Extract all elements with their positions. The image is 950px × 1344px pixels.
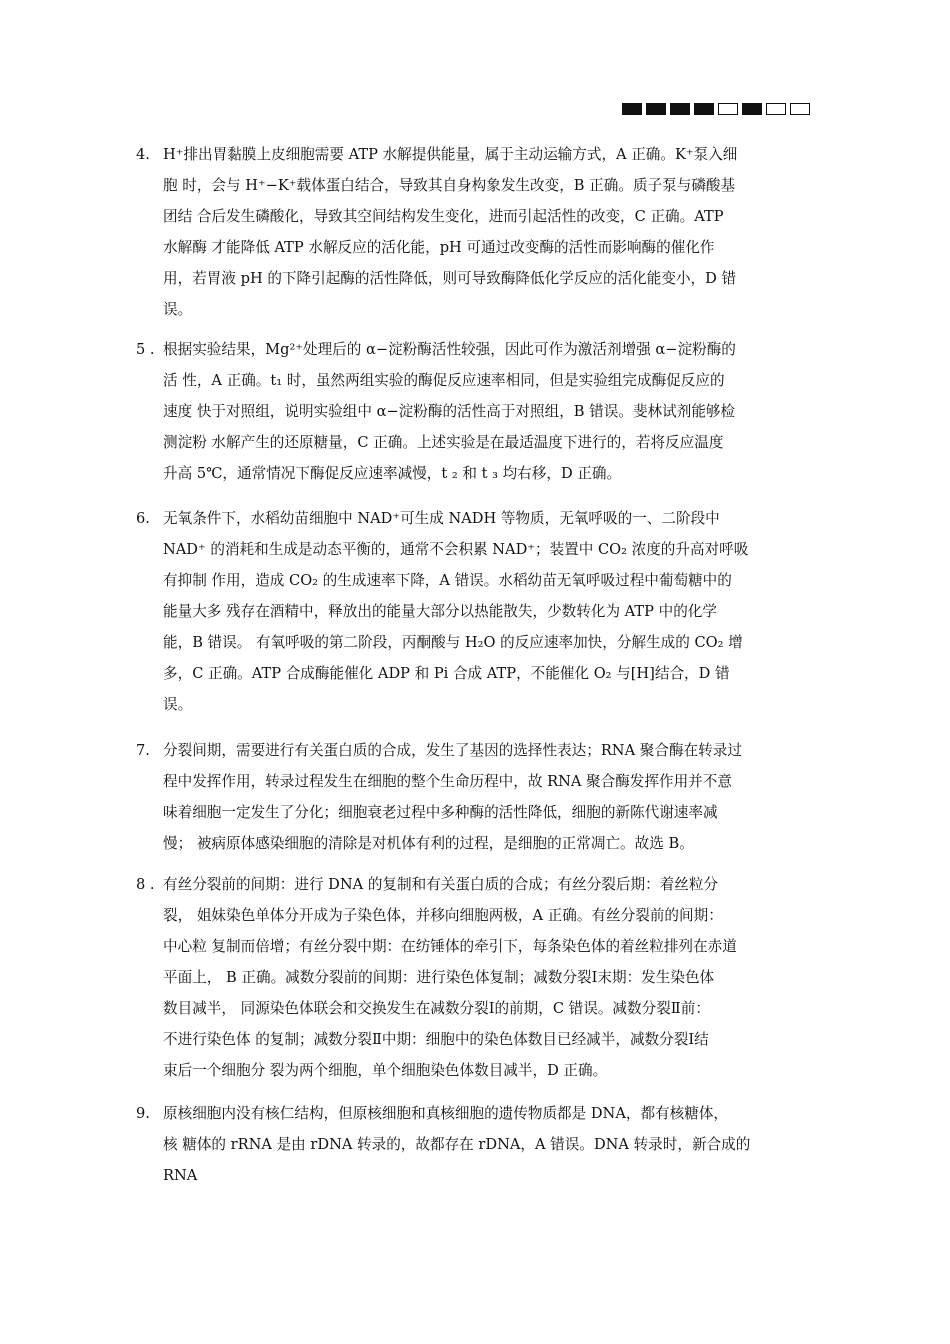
text-line: 能量大多 残存在酒精中，释放出的能量大部分以热能散失，少数转化为 ATP 中的化学 [163,603,717,620]
answer-item-8 [136,869,816,1086]
text-line: 活 性，A 正确。t₁ 时，虽然两组实验的酶促反应速率相同，但是实验组完成酶促反应的 [163,372,725,389]
item-number: 5 . [136,341,155,358]
text-line: 误。 [163,696,193,713]
item-text [163,503,816,720]
text-line: 无氧条件下，水稻幼苗细胞中 NAD⁺可生成 NADH 等物质，无氧呼吸的一、二阶段中 [163,510,720,527]
text-line: 速度 快于对照组，说明实验组中 α−淀粉酶的活性高于对照组，B 错误。斐林试剂能够检 [163,403,736,420]
answer-item-5 [136,334,816,489]
text-line: 束后一个细胞分 裂为两个细胞，单个细胞染色体数目减半，D 正确。 [163,1062,608,1079]
text-line: 能，B 错误。 有氧呼吸的第二阶段，丙酮酸与 H₂O 的反应速率加快，分解生成的 CO₂ 增 [163,634,743,651]
answer-item-4 [136,139,816,325]
item-number: 8 . [136,876,155,893]
text-line: 有丝分裂前的间期：进行 DNA 的复制和有关蛋白质的合成；有丝分裂后期：着丝粒分 [163,876,719,893]
text-line: 中心粒 复制而倍增；有丝分裂中期：在纺锤体的牵引下，每条染色体的着丝粒排列在赤道 [163,938,737,955]
item-number: 6. [136,510,150,527]
filled-square-icon [670,103,690,115]
text-line: 胞 时，会与 H⁺−K⁺载体蛋白结合，导致其自身构象发生改变，B 正确。质子泵与磷酸基 [163,177,736,194]
empty-square-icon [718,103,738,115]
text-line: 误。 [163,301,193,318]
answer-item-6 [136,503,816,720]
item-text [163,869,816,1086]
answer-item-7 [136,735,816,859]
text-line: 升高 5℃，通常情况下酶促反应速率减慢，t ₂ 和 t ₃ 均右移，D 正确。 [163,465,622,482]
item-text [163,334,816,489]
filled-square-icon [694,103,714,115]
text-line: 多，C 正确。ATP 合成酶能催化 ADP 和 Pi 合成 ATP，不能催化 O₂ 与[H]结合，D 错 [163,665,730,682]
item-number: 9. [136,1105,150,1122]
text-line: RNA [163,1167,198,1184]
text-line: 团结 合后发生磷酸化，导致其空间结构发生变化，进而引起活性的改变，C 正确。ATP [163,208,724,225]
text-line: 裂， 姐妹染色单体分开成为子染色体，并移向细胞两极，A 正确。有丝分裂前的间期： [163,907,723,924]
item-text [163,735,816,859]
text-line: H⁺排出胃黏膜上皮细胞需要 ATP 水解提供能量，属于主动运输方式，A 正确。K⁺泵入细 [163,146,738,163]
item-text [163,139,816,325]
text-line: 根据实验结果，Mg²⁺处理后的 α−淀粉酶活性较强，因此可作为激活剂增强 α−淀粉酶的 [163,341,736,358]
item-number: 7. [136,742,150,759]
text-line: 核 糖体的 rRNA 是由 rDNA 转录的，故都存在 rDNA，A 错误。DNA 转录时，新合成的 [163,1136,751,1153]
empty-square-icon [766,103,786,115]
answer-item-9 [136,1098,816,1191]
text-line: 测淀粉 水解产生的还原糖量，C 正确。上述实验是在最适温度下进行的，若将反应温度 [163,434,724,451]
item-number: 4. [136,146,150,163]
text-line: 程中发挥作用，转录过程发生在细胞的整个生命历程中，故 RNA 聚合酶发挥作用并不意 [163,773,732,790]
item-text [163,1098,816,1191]
text-line: 数目减半， 同源染色体联会和交换发生在减数分裂Ⅰ的前期，C 错误。减数分裂Ⅱ前： [163,1000,710,1017]
text-line: NAD⁺ 的消耗和生成是动态平衡的，通常不会积累 NAD⁺；装置中 CO₂ 浓度的升高对呼吸 [163,541,749,558]
empty-square-icon [790,103,810,115]
text-line: 水解酶 才能降低 ATP 水解反应的活化能，pH 可通过改变酶的活性而影响酶的催化作 [163,239,715,256]
filled-square-icon [622,103,642,115]
text-line: 不进行染色体 的复制；减数分裂Ⅱ中期：细胞中的染色体数目已经减半，减数分裂Ⅰ结 [163,1031,709,1048]
text-line: 分裂间期，需要进行有关蛋白质的合成，发生了基因的选择性表达；RNA 聚合酶在转录过 [163,742,742,759]
text-line: 有抑制 作用，造成 CO₂ 的生成速率下降，A 错误。水稻幼苗无氧呼吸过程中葡萄糖中的 [163,572,732,589]
filled-square-icon [646,103,666,115]
text-line: 平面上， B 正确。减数分裂前的间期：进行染色体复制；减数分裂Ⅰ末期：发生染色体 [163,969,715,986]
text-line: 慢； 被病原体感染细胞的清除是对机体有利的过程，是细胞的正常凋亡。故选 B。 [163,835,694,852]
progress-squares [622,103,810,115]
text-line: 味着细胞一定发生了分化；细胞衰老过程中多种酶的活性降低，细胞的新陈代谢速率减 [163,804,718,821]
text-line: 原核细胞内没有核仁结构，但原核细胞和真核细胞的遗传物质都是 DNA，都有核糖体， [163,1105,729,1122]
filled-square-icon [742,103,762,115]
text-line: 用，若胃液 pH 的下降引起酶的活性降低，则可导致酶降低化学反应的活化能变小，D 错 [163,270,737,287]
